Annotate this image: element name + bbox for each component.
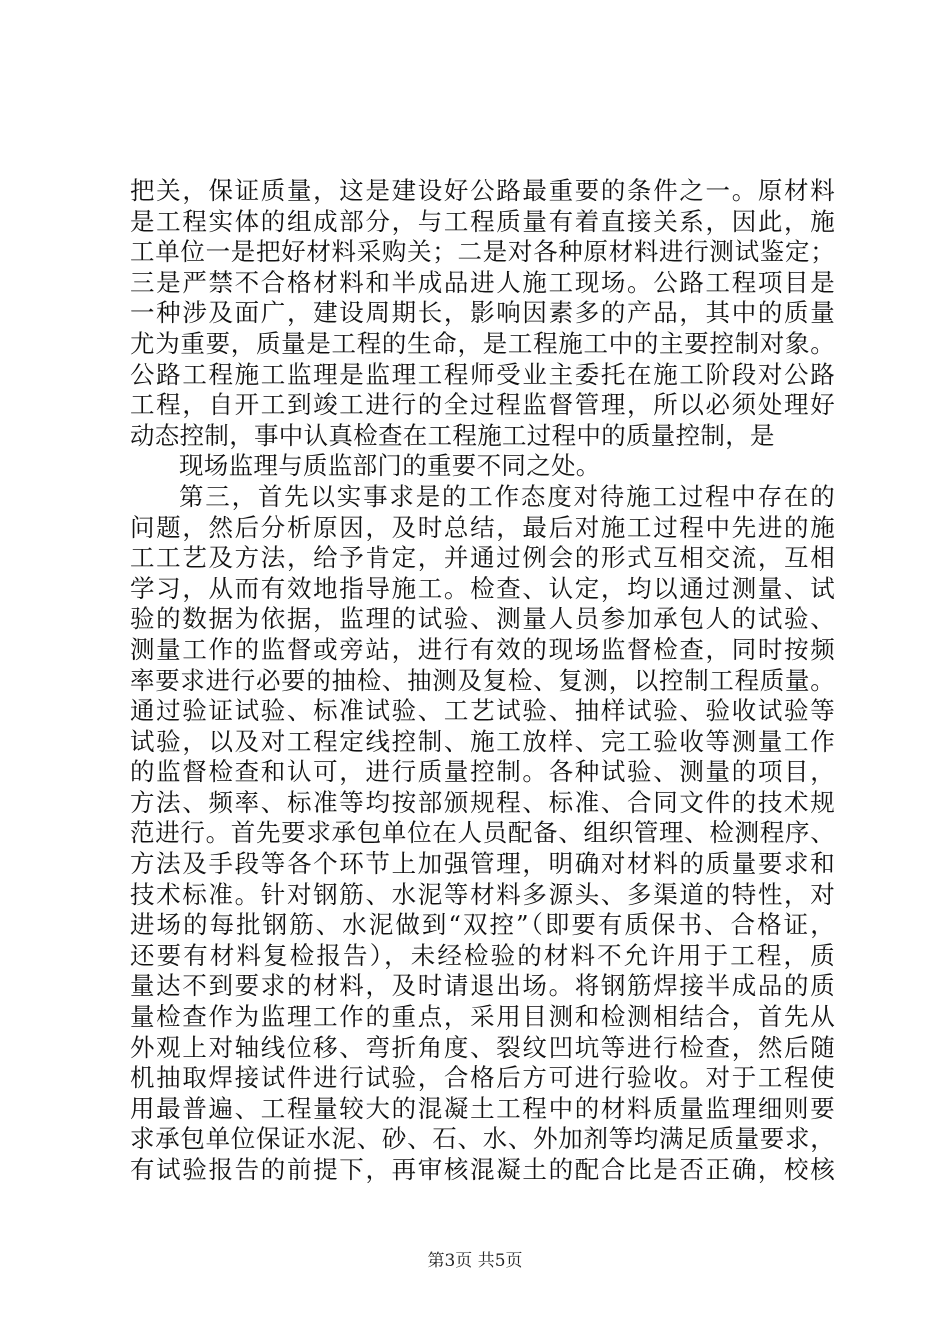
text-line: 率要求进行必要的抽检、抽测及复检、复测，以控制工程质量。: [130, 665, 835, 695]
text-line: 工单位一是把好材料采购关；二是对各种原材料进行测试鉴定；: [130, 237, 835, 267]
text-line: 试验，以及对工程定线控制、施工放样、完工验收等测量工作: [130, 726, 835, 756]
text-line: 方法、频率、标准等均按部颁规程、标准、合同文件的技术规: [130, 787, 835, 817]
text-line: 还要有材料复检报告），未经检验的材料不允许用于工程，质: [130, 940, 835, 970]
text-line: 方法及手段等各个环节上加强管理，明确对材料的质量要求和: [130, 849, 835, 879]
text-line: 机抽取焊接试件进行试验，合格后方可进行验收。对于工程使: [130, 1063, 835, 1093]
text-line: 是工程实体的组成部分，与工程质量有着直接关系，因此，施: [130, 206, 835, 236]
paragraph-start-line: 第三，首先以实事求是的工作态度对待施工过程中存在的: [179, 481, 835, 511]
text-line: 工程，自开工到竣工进行的全过程监督管理，所以必须处理好: [130, 390, 835, 420]
text-line: 的监督检查和认可，进行质量控制。各种试验、测量的项目，: [130, 757, 835, 787]
text-line: 问题，然后分析原因，及时总结，最后对施工过程中先进的施: [130, 512, 835, 542]
text-line: 工工艺及方法，给予肯定，并通过例会的形式互相交流，互相: [130, 543, 835, 573]
text-line: 通过验证试验、标准试验、工艺试验、抽样试验、验收试验等: [130, 696, 835, 726]
page-number-footer: 第3页 共5页: [427, 1251, 523, 1271]
document-body: [130, 176, 835, 1186]
text-line: 进场的每批钢筋、水泥做到“双控”（即要有质保书、合格证，: [130, 910, 835, 940]
text-line: 量检查作为监理工作的重点，采用目测和检测相结合，首先从: [130, 1002, 835, 1032]
text-line: 用最普遍、工程量较大的混凝土工程中的材料质量监理细则要: [130, 1093, 835, 1123]
text-line: 有试验报告的前提下，再审核混凝土的配合比是否正确，校核: [130, 1155, 835, 1184]
text-line: 把关，保证质量，这是建设好公路最重要的条件之一。原材料: [130, 176, 835, 205]
text-line: 动态控制，事中认真检查在工程施工过程中的质量控制，是: [130, 420, 775, 450]
text-line: 验的数据为依据，监理的试验、测量人员参加承包人的试验、: [130, 604, 835, 634]
text-line: 技术标准。针对钢筋、水泥等材料多源头、多渠道的特性，对: [130, 879, 835, 909]
text-line: 学习，从而有效地指导施工。检查、认定，均以通过测量、试: [130, 573, 835, 603]
text-line: 求承包单位保证水泥、砂、石、水、外加剂等均满足质量要求，: [130, 1124, 835, 1154]
text-line: 公路工程施工监理是监理工程师受业主委托在施工阶段对公路: [130, 359, 835, 389]
text-line: 三是严禁不合格材料和半成品进人施工现场。公路工程项目是: [130, 267, 835, 297]
text-line: 尤为重要，质量是工程的生命，是工程施工中的主要控制对象。: [130, 328, 835, 358]
text-line: 现场监理与质监部门的重要不同之处。: [179, 451, 601, 481]
text-line: 一种涉及面广，建设周期长，影响因素多的产品，其中的质量: [130, 298, 835, 328]
text-line: 量达不到要求的材料，及时请退出场。将钢筋焊接半成品的质: [130, 971, 835, 1001]
text-line: 范进行。首先要求承包单位在人员配备、组织管理、检测程序、: [130, 818, 835, 848]
text-line: 外观上对轴线位移、弯折角度、裂纹凹坑等进行检查，然后随: [130, 1032, 835, 1062]
text-line: 测量工作的监督或旁站，进行有效的现场监督检查，同时按频: [130, 634, 835, 664]
